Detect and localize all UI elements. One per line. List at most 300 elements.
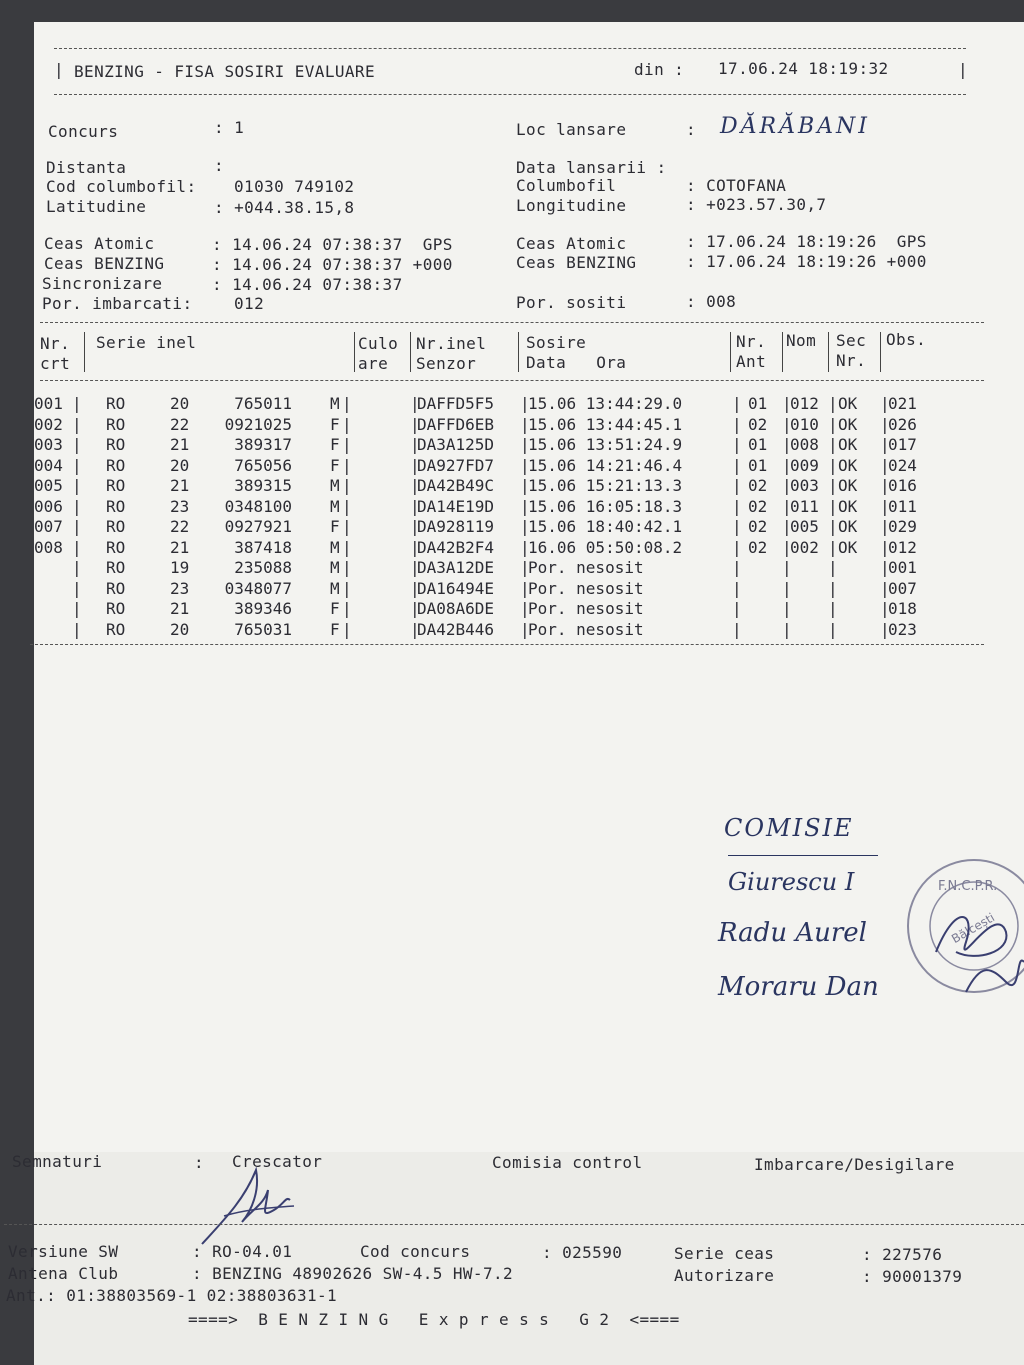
- cell-yr: 21: [170, 435, 190, 454]
- commission-underline: [728, 855, 878, 856]
- cell-separator: |: [520, 537, 530, 557]
- cell-separator: |: [342, 476, 352, 495]
- cell-sec: OK: [838, 476, 858, 495]
- col-sep: [730, 332, 731, 372]
- ceas-atomic-arrival-label: Ceas Atomic: [516, 234, 627, 253]
- cell-separator: |: [732, 517, 742, 536]
- versiune-sw-value: : RO-04.01: [192, 1242, 293, 1261]
- table-row: [34, 415, 1024, 436]
- cell-separator: |: [880, 517, 890, 536]
- cell-sec: OK: [838, 537, 858, 557]
- cell-separator: |: [782, 455, 792, 475]
- stamp-top-text: F.N.C.P.R.: [938, 879, 998, 894]
- cell-separator: |: [880, 476, 890, 495]
- cell-sec: OK: [838, 414, 858, 434]
- concurs-label: Concurs: [48, 122, 119, 141]
- cell-separator: |: [520, 455, 530, 475]
- cell-obs: 012: [888, 537, 917, 557]
- cell-separator: |: [410, 578, 420, 598]
- cell-separator: |: [72, 455, 82, 475]
- cell-yr: 21: [170, 537, 190, 557]
- cell-separator: |: [72, 517, 82, 536]
- cell-ant: 01: [748, 455, 768, 475]
- cell-obs: 007: [888, 578, 917, 598]
- cell-cc: RO: [106, 578, 126, 598]
- cell-separator: |: [72, 537, 82, 557]
- cell-senzor: DA928119: [417, 517, 495, 536]
- distanta-label: Distanta: [46, 158, 127, 177]
- antena-club-label: Antena Club: [8, 1264, 119, 1283]
- cell-yr: 21: [170, 476, 190, 495]
- cell-separator: |: [410, 435, 420, 454]
- cell-senzor: DA42B2F4: [417, 537, 495, 557]
- cod-columbofil-value: 01030 749102: [234, 177, 355, 196]
- cell-cc: RO: [106, 455, 126, 475]
- cell-senzor: DA927FD7: [417, 455, 495, 475]
- cell-sex: F: [330, 435, 340, 454]
- document-title: BENZING - FISA SOSIRI EVALUARE: [74, 62, 375, 81]
- cell-obs: 029: [888, 517, 917, 536]
- ceas-benzing-arrival-label: Ceas BENZING: [516, 253, 637, 272]
- cell-separator: |: [732, 476, 742, 495]
- th-nr-ant: Nr.: [736, 332, 767, 351]
- cell-nom: 009: [790, 455, 819, 475]
- cell-separator: |: [880, 414, 890, 434]
- cell-separator: |: [828, 455, 838, 475]
- cell-separator: |: [782, 435, 792, 454]
- cell-nom: 012: [790, 394, 819, 413]
- cell-separator: |: [828, 394, 838, 413]
- th-culoare-2: are: [358, 354, 389, 373]
- cell-separator: |: [828, 599, 838, 618]
- cell-separator: |: [732, 558, 742, 577]
- antenna-ids: Ant.: 01:38803569-1 02:38803631-1: [6, 1286, 338, 1305]
- cell-separator: |: [880, 496, 890, 516]
- th-culoare: Culo: [358, 334, 399, 353]
- cell-nr: 389317: [234, 435, 292, 454]
- ceas-atomic-value: : 14.06.24 07:38:37 GPS: [212, 235, 453, 254]
- header-left-bar: |: [54, 60, 65, 79]
- cell-crt: 002: [34, 414, 63, 434]
- cell-nr: 765056: [234, 455, 292, 475]
- cell-separator: |: [828, 517, 838, 536]
- cell-cc: RO: [106, 599, 126, 618]
- cell-separator: |: [782, 619, 792, 639]
- cell-separator: |: [72, 578, 82, 598]
- cell-ant: 02: [748, 496, 768, 516]
- cell-senzor: DA3A125D: [417, 435, 495, 454]
- cell-sec: OK: [838, 394, 858, 413]
- cell-sex: M: [330, 496, 340, 516]
- cell-separator: |: [342, 599, 352, 618]
- cell-separator: |: [72, 476, 82, 495]
- porumbei-sositi-value: : 008: [686, 292, 737, 311]
- cell-crt: 003: [34, 435, 63, 454]
- cod-concurs-label: Cod concurs: [360, 1242, 471, 1261]
- columbofil-label: Columbofil: [516, 176, 617, 195]
- cell-separator: |: [342, 537, 352, 557]
- latitudine-value: : +044.38.15,8: [214, 198, 355, 217]
- th-sosire: Sosire: [526, 333, 587, 352]
- cell-separator: |: [782, 414, 792, 434]
- cell-separator: |: [520, 394, 530, 413]
- cell-separator: |: [72, 414, 82, 434]
- table-bottom-rule: [30, 644, 984, 645]
- cell-nr: 0348100: [224, 496, 292, 516]
- col-sep: [354, 332, 355, 372]
- cell-separator: |: [342, 578, 352, 598]
- cell-separator: |: [410, 476, 420, 495]
- cell-nr: 0348077: [224, 578, 292, 598]
- cell-sec: OK: [838, 517, 858, 536]
- cell-nr: 235088: [234, 558, 292, 577]
- cell-separator: |: [880, 558, 890, 577]
- cell-nom: 005: [790, 517, 819, 536]
- cell-separator: |: [782, 578, 792, 598]
- cell-cc: RO: [106, 558, 126, 577]
- cell-nom: 008: [790, 435, 819, 454]
- cell-separator: |: [732, 435, 742, 454]
- stamp-center-text: Bălcești: [949, 910, 998, 947]
- th-serie-inel: Serie inel: [96, 333, 197, 352]
- longitudine-label: Longitudine: [516, 196, 627, 215]
- cell-separator: |: [828, 496, 838, 516]
- cell-senzor: DA3A12DE: [417, 558, 495, 577]
- cell-sex: F: [330, 619, 340, 639]
- cell-separator: |: [520, 435, 530, 454]
- cell-ant: 02: [748, 537, 768, 557]
- cell-yr: 23: [170, 496, 190, 516]
- cod-concurs-value: : 025590: [542, 1243, 623, 1262]
- cell-separator: |: [72, 394, 82, 413]
- cell-nr: 0927921: [224, 517, 292, 536]
- cell-obs: 021: [888, 394, 917, 413]
- cell-separator: |: [732, 394, 742, 413]
- cell-separator: |: [880, 578, 890, 598]
- cell-separator: |: [828, 558, 838, 577]
- cell-sosire: Por. nesosit: [528, 578, 644, 598]
- cell-sec: OK: [838, 435, 858, 454]
- cell-ant: 02: [748, 476, 768, 495]
- cell-separator: |: [520, 517, 530, 536]
- cell-sosire: Por. nesosit: [528, 599, 644, 618]
- cell-senzor: DA42B49C: [417, 476, 495, 495]
- cell-separator: |: [732, 455, 742, 475]
- cell-cc: RO: [106, 517, 126, 536]
- th-ant: Ant: [736, 352, 767, 371]
- cell-separator: |: [410, 558, 420, 577]
- longitudine-value: : +023.57.30,7: [686, 195, 827, 214]
- comisia-control-label: Comisia control: [492, 1153, 643, 1172]
- semnaturi-label: Semnaturi: [12, 1152, 103, 1171]
- fncpr-stamp-icon: [896, 842, 1024, 998]
- cell-senzor: DA16494E: [417, 578, 495, 598]
- cell-sec: OK: [838, 455, 858, 475]
- cell-sosire: 16.06 05:50:08.2: [528, 537, 683, 557]
- cell-sec: OK: [838, 496, 858, 516]
- col-sep: [880, 332, 881, 372]
- cell-separator: |: [828, 435, 838, 454]
- header-top-rule: [54, 48, 966, 49]
- table-row: [34, 579, 1024, 600]
- cell-separator: |: [410, 455, 420, 475]
- benzing-brand-line: ====> B E N Z I N G E x p r e s s G 2 <====: [188, 1310, 680, 1329]
- cell-crt: 001: [34, 394, 63, 413]
- cell-nr: 765031: [234, 619, 292, 639]
- cell-cc: RO: [106, 619, 126, 639]
- cell-separator: |: [732, 496, 742, 516]
- cell-separator: |: [410, 394, 420, 413]
- cell-nom: 002: [790, 537, 819, 557]
- cell-obs: 017: [888, 435, 917, 454]
- cell-separator: |: [342, 455, 352, 475]
- table-row: [34, 517, 1024, 538]
- cell-obs: 016: [888, 476, 917, 495]
- cell-nr: 389315: [234, 476, 292, 495]
- table-top-rule: [40, 322, 984, 323]
- cell-ant: 01: [748, 435, 768, 454]
- cell-nr: 0921025: [224, 414, 292, 434]
- cell-separator: |: [520, 599, 530, 618]
- cell-yr: 22: [170, 414, 190, 434]
- loc-lansare-sep: :: [686, 120, 697, 139]
- cell-separator: |: [782, 537, 792, 557]
- cell-cc: RO: [106, 496, 126, 516]
- din-value: 17.06.24 18:19:32: [718, 59, 889, 78]
- cell-crt: 006: [34, 496, 63, 516]
- ceas-atomic-label: Ceas Atomic: [44, 234, 155, 253]
- cell-crt: 005: [34, 476, 63, 495]
- cell-separator: |: [342, 435, 352, 454]
- cell-senzor: DAFFD5F5: [417, 394, 495, 413]
- cell-ant: 02: [748, 414, 768, 434]
- cell-separator: |: [72, 599, 82, 618]
- cell-separator: |: [410, 599, 420, 618]
- cell-sosire: 15.06 15:21:13.3: [528, 476, 683, 495]
- cell-sosire: 15.06 13:51:24.9: [528, 435, 683, 454]
- cell-obs: 001: [888, 558, 917, 577]
- commission-member-2: Radu Aurel: [718, 918, 867, 948]
- cell-sex: F: [330, 517, 340, 536]
- columbofil-value: : COTOFANA: [686, 176, 787, 195]
- th-nr-crt: Nr.: [40, 334, 71, 353]
- header-right-bar: |: [958, 60, 969, 79]
- cell-senzor: DA14E19D: [417, 496, 495, 516]
- col-sep: [518, 332, 519, 372]
- cell-sosire: 15.06 16:05:18.3: [528, 496, 683, 516]
- printed-sheet: [6, 22, 1024, 1365]
- cell-separator: |: [828, 414, 838, 434]
- commission-title: COMISIE: [724, 814, 854, 842]
- cell-obs: 011: [888, 496, 917, 516]
- sincronizare-label: Sincronizare: [42, 274, 163, 293]
- cell-senzor: DA42B446: [417, 619, 495, 639]
- table-row: [34, 538, 1024, 559]
- ceas-benzing-value: : 14.06.24 07:38:37 +000: [212, 255, 453, 274]
- cell-separator: |: [520, 476, 530, 495]
- crescator-label: Crescator: [232, 1152, 323, 1171]
- cell-crt: 004: [34, 455, 63, 475]
- col-sep: [410, 332, 411, 372]
- ceas-benzing-arrival-value: : 17.06.24 18:19:26 +000: [686, 252, 927, 271]
- cell-separator: |: [828, 578, 838, 598]
- versiune-sw-label: Versiune SW: [8, 1242, 119, 1261]
- cell-separator: |: [410, 537, 420, 557]
- cell-nom: 010: [790, 414, 819, 434]
- cell-separator: |: [342, 517, 352, 536]
- cell-separator: |: [732, 599, 742, 618]
- th-obs: Obs.: [886, 330, 927, 349]
- cell-separator: |: [732, 619, 742, 639]
- th-data-ora: Data Ora: [526, 353, 627, 372]
- cell-sex: F: [330, 455, 340, 475]
- cell-cc: RO: [106, 476, 126, 495]
- cell-obs: 023: [888, 619, 917, 639]
- table-row: [34, 394, 1024, 415]
- cell-separator: |: [72, 619, 82, 639]
- cell-separator: |: [880, 619, 890, 639]
- th-sec-nr: Nr.: [836, 351, 867, 370]
- cell-sex: M: [330, 537, 340, 557]
- cell-separator: |: [880, 599, 890, 618]
- ceas-benzing-label: Ceas BENZING: [44, 254, 165, 273]
- porumbei-sositi-label: Por. sositi: [516, 293, 627, 312]
- table-row: [34, 620, 1024, 641]
- cell-separator: |: [342, 414, 352, 434]
- commission-member-1: Giurescu I: [728, 868, 855, 896]
- table-row: [34, 435, 1024, 456]
- cell-separator: |: [72, 496, 82, 516]
- table-header-rule: [40, 380, 984, 381]
- cell-senzor: DA08A6DE: [417, 599, 495, 618]
- cell-separator: |: [410, 619, 420, 639]
- header-bottom-rule: [54, 94, 966, 95]
- cell-sex: F: [330, 414, 340, 434]
- autorizare-label: Autorizare: [674, 1266, 775, 1285]
- cell-cc: RO: [106, 414, 126, 434]
- cell-sosire: 15.06 13:44:29.0: [528, 394, 683, 413]
- cell-cc: RO: [106, 537, 126, 557]
- cell-separator: |: [782, 496, 792, 516]
- sincronizare-value: : 14.06.24 07:38:37: [212, 275, 403, 294]
- cell-sosire: Por. nesosit: [528, 619, 644, 639]
- cell-sosire: 15.06 18:40:42.1: [528, 517, 683, 536]
- cell-separator: |: [828, 537, 838, 557]
- autorizare-value: : 90001379: [862, 1267, 963, 1286]
- cell-sex: F: [330, 599, 340, 618]
- cell-crt: 007: [34, 517, 63, 536]
- cell-separator: |: [520, 619, 530, 639]
- cell-yr: 23: [170, 578, 190, 598]
- commission-member-3: Moraru Dan: [718, 972, 879, 1002]
- col-sep: [828, 332, 829, 372]
- table-row: [34, 558, 1024, 579]
- loc-lansare-value: DĂRĂBANI: [720, 114, 870, 139]
- cell-sosire: 15.06 14:21:46.4: [528, 455, 683, 475]
- loc-lansare-label: Loc lansare: [516, 120, 627, 139]
- cell-sex: M: [330, 476, 340, 495]
- cell-separator: |: [342, 496, 352, 516]
- cell-crt: 008: [34, 537, 63, 557]
- cell-sex: M: [330, 578, 340, 598]
- cell-separator: |: [410, 496, 420, 516]
- th-sec: Sec: [836, 331, 867, 350]
- cell-nr: 387418: [234, 537, 292, 557]
- cell-sex: M: [330, 394, 340, 413]
- cell-separator: |: [410, 517, 420, 536]
- cell-separator: |: [880, 435, 890, 454]
- serie-ceas-label: Serie ceas: [674, 1244, 775, 1263]
- table-row: [34, 456, 1024, 477]
- data-lansarii-label: Data lansarii :: [516, 158, 667, 177]
- footer-rule: [4, 1224, 1024, 1225]
- cell-sosire: 15.06 13:44:45.1: [528, 414, 683, 434]
- cell-separator: |: [72, 435, 82, 454]
- cell-cc: RO: [106, 394, 126, 413]
- crescator-signature-icon: [194, 1160, 304, 1250]
- cell-separator: |: [782, 517, 792, 536]
- cell-separator: |: [782, 476, 792, 495]
- cell-ant: 02: [748, 517, 768, 536]
- th-nr-crt-2: crt: [40, 354, 71, 373]
- cell-separator: |: [828, 619, 838, 639]
- cell-ant: 01: [748, 394, 768, 413]
- cell-separator: |: [520, 578, 530, 598]
- table-row: [34, 476, 1024, 497]
- table-row: [34, 599, 1024, 620]
- cell-sex: M: [330, 558, 340, 577]
- cell-nr: 765011: [234, 394, 292, 413]
- th-nom: Nom: [786, 331, 817, 350]
- antena-club-value: : BENZING 48902626 SW-4.5 HW-7.2: [192, 1264, 514, 1283]
- cell-yr: 20: [170, 455, 190, 475]
- cod-columbofil-label: Cod columbofil:: [46, 177, 197, 196]
- cell-separator: |: [520, 496, 530, 516]
- imbarcare-desigilare-label: Imbarcare/Desigilare: [754, 1155, 955, 1174]
- semnaturi-sep: :: [194, 1153, 205, 1172]
- cell-yr: 20: [170, 619, 190, 639]
- cell-yr: 19: [170, 558, 190, 577]
- cell-separator: |: [782, 558, 792, 577]
- porumbei-imbarcati-value: 012: [234, 294, 265, 313]
- cell-separator: |: [342, 394, 352, 413]
- cell-yr: 22: [170, 517, 190, 536]
- cell-separator: |: [782, 599, 792, 618]
- concurs-value: : 1: [214, 118, 245, 137]
- cell-separator: |: [520, 558, 530, 577]
- latitudine-label: Latitudine: [46, 197, 147, 216]
- cell-separator: |: [880, 394, 890, 413]
- cell-separator: |: [342, 558, 352, 577]
- cell-nom: 003: [790, 476, 819, 495]
- din-label: din :: [634, 60, 685, 79]
- cell-cc: RO: [106, 435, 126, 454]
- cell-separator: |: [828, 476, 838, 495]
- cell-separator: |: [72, 558, 82, 577]
- th-nr-inel: Nr.inel: [416, 334, 487, 353]
- cell-yr: 20: [170, 394, 190, 413]
- porumbei-imbarcati-label: Por. imbarcati:: [42, 294, 193, 313]
- serie-ceas-value: : 227576: [862, 1245, 943, 1264]
- cell-nr: 389346: [234, 599, 292, 618]
- table-row: [34, 497, 1024, 518]
- cell-separator: |: [342, 619, 352, 639]
- cell-sosire: Por. nesosit: [528, 558, 644, 577]
- cell-separator: |: [782, 394, 792, 413]
- th-senzor: Senzor: [416, 354, 477, 373]
- cell-separator: |: [410, 414, 420, 434]
- cell-separator: |: [880, 455, 890, 475]
